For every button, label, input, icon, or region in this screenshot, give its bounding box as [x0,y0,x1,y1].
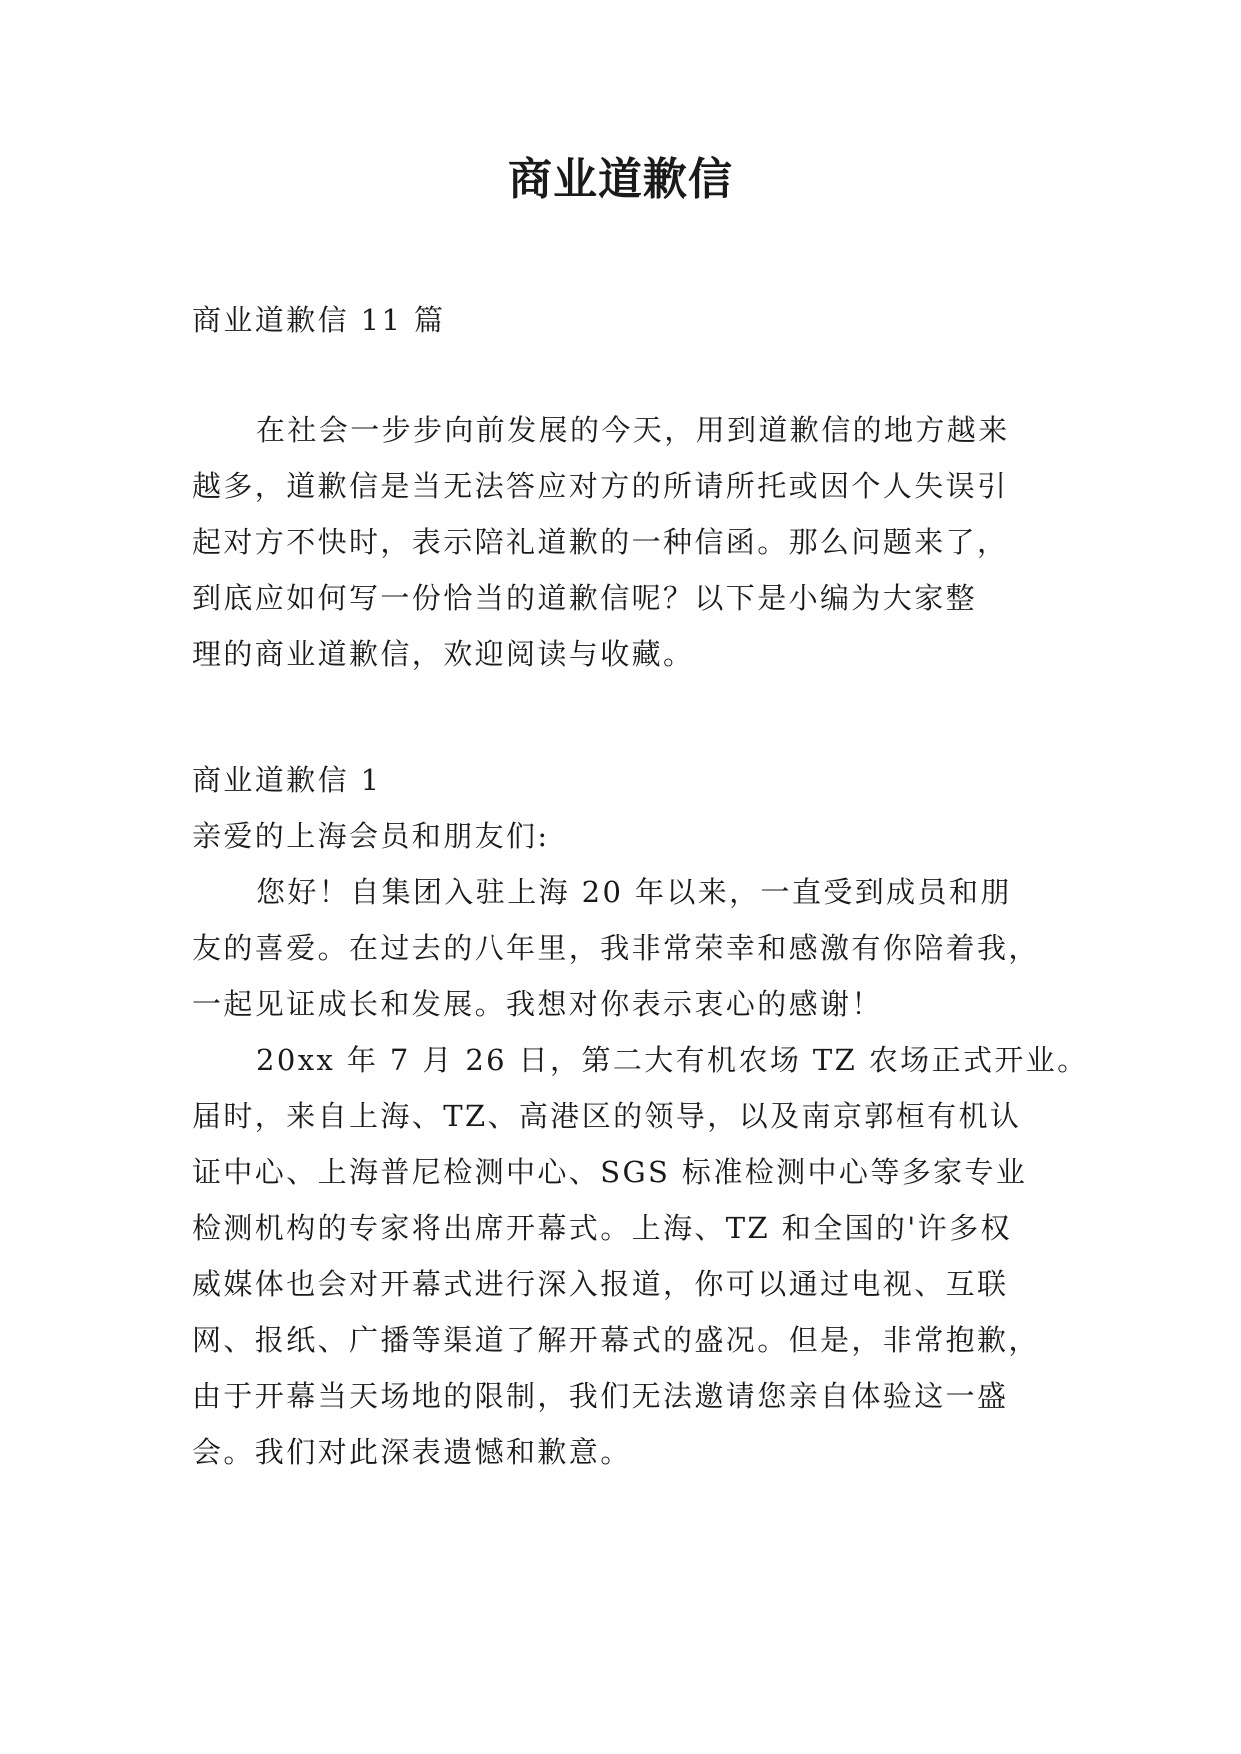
subtitle-line: 商业道歉信 11 篇 [192,303,446,337]
paragraph-line: 一起见证成长和发展。我想对你表示衷心的感谢！ [192,987,883,1021]
intro-line: 理的商业道歉信，欢迎阅读与收藏。 [192,637,695,671]
intro-line: 越多，道歉信是当无法答应对方的所请所托或因个人失误引 [192,469,1009,503]
paragraph-line: 威媒体也会对开幕式进行深入报道，你可以通过电视、互联 [192,1267,1009,1301]
paragraph-line: 检测机构的专家将出席开幕式。上海、TZ 和全国的'许多权 [192,1211,1012,1245]
paragraph-line: 友的喜爱。在过去的八年里，我非常荣幸和感激有你陪着我， [192,931,1040,965]
section-heading [192,752,1052,808]
paragraph-line: 由于开幕当天场地的限制，我们无法邀请您亲自体验这一盛 [192,1379,1009,1413]
document-title: 商业道歉信 [508,154,733,205]
paragraph-line: 会。我们对此深表遗憾和歉意。 [192,1435,632,1469]
paragraph-line: 网、报纸、广播等渠道了解开幕式的盛况。但是，非常抱歉， [192,1323,1040,1357]
salutation-line: 亲爱的上海会员和朋友们: [192,819,550,853]
section-heading-line: 商业道歉信 1 [192,763,382,797]
paragraph-line: 证中心、上海普尼检测中心、SGS 标准检测中心等多家专业 [192,1155,1028,1189]
intro-line: 起对方不快时，表示陪礼道歉的一种信函。那么问题来了， [192,525,1009,559]
document-subtitle [192,292,1052,348]
paragraph-line: 您好！自集团入驻上海 20 年以来，一直受到成员和朋 [256,875,1012,909]
intro-paragraph [192,402,1052,682]
paragraph-line: 届时，来自上海、TZ、高港区的领导，以及南京郭桓有机认 [192,1099,1022,1133]
letter-paragraph-1 [192,864,1052,1032]
letter-salutation [192,808,1052,864]
intro-line: 在社会一步步向前发展的今天，用到道歉信的地方越来 [256,413,1010,447]
intro-line: 到底应如何写一份恰当的道歉信呢？以下是小编为大家整 [192,581,978,615]
paragraph-line: 20xx 年 7 月 26 日，第二大有机农场 TZ 农场正式开业。 [256,1043,1089,1077]
letter-paragraph-2 [192,1032,1089,1480]
